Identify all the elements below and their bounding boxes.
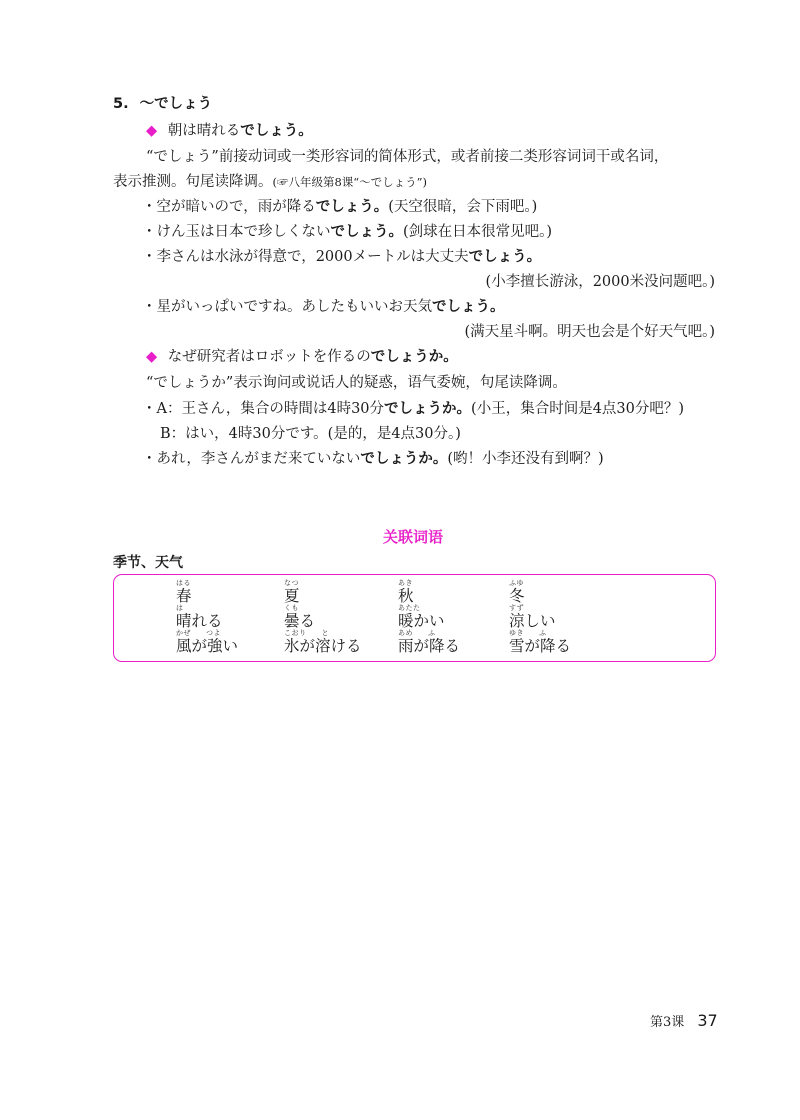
section-heading: [113, 94, 212, 114]
diamond-icon: ◆: [146, 349, 158, 365]
vocab-word: あき 秋: [398, 579, 414, 605]
page-footer: [650, 1011, 718, 1030]
example-sentence: ・李さんは水泳が得意で，2000メートルは大丈夫でしょう。: [142, 249, 542, 265]
section-number: 5.: [113, 96, 129, 112]
example-translation: (满天星斗啊。明天也会是个好天气吧。): [464, 324, 715, 340]
vocab-word: ゆき ふ 雪が降る: [509, 629, 572, 655]
vocab-box: [113, 574, 716, 662]
example-sentence: ・空が暗いので，雨が降るでしょう。(天空很暗，会下雨吧。): [142, 199, 538, 215]
vocab-word: すず 涼しい: [509, 604, 556, 630]
example-text: 朝は晴れる: [167, 123, 241, 139]
vocab-word: ふゆ 冬: [509, 579, 525, 605]
vocab-word: あめ ふ 雨が降る: [398, 629, 461, 655]
vocab-word: こおり と 氷が溶ける: [284, 629, 362, 655]
example-sentence: ・けん玉は日本で珍しくないでしょう。(剑球在日本很常见吧。): [142, 224, 553, 240]
example-line: ◆ なぜ研究者はロボットを作るのでしょうか。: [146, 349, 458, 365]
example-translation: (小李擅长游泳，2000米没问题吧。): [485, 274, 715, 290]
reference-note: (☞八年级第8课“～でしょう”): [272, 175, 428, 189]
section-title: ～でしょう: [139, 96, 213, 112]
vocab-word: なつ 夏: [284, 579, 300, 605]
description-text: 表示推测。句尾读降调。: [113, 174, 273, 190]
vocab-word: は 晴れる: [176, 604, 223, 630]
vocab-word: かぜ つよ 風が強い: [176, 629, 239, 655]
example-sentence: ・あれ，李さんがまだ来ていないでしょうか。(哟！小李还没有到啊？): [142, 451, 604, 467]
diamond-icon: ◆: [146, 123, 158, 139]
related-subheading: 季节、天气: [113, 555, 183, 571]
example-sentence: ・A：王さん，集合の時間は4時30分でしょうか。(小王，集合时间是4点30分吧？): [142, 401, 685, 417]
lesson-label: 第3课: [650, 1015, 685, 1030]
page-number: 37: [697, 1011, 718, 1030]
example-line: [146, 121, 313, 141]
related-heading: 关联词语: [383, 528, 444, 546]
description-line: [113, 172, 427, 192]
vocab-word: くも 曇る: [284, 604, 316, 630]
vocab-word: はる 春: [176, 579, 192, 605]
example-sentence: B：はい，4時30分です。(是的，是4点30分。): [160, 426, 461, 442]
description-line: “でしょうか”表示询问或说话人的疑惑，语气委婉，句尾读降调。: [146, 375, 567, 391]
description-line: “でしょう”前接动词或一类形容词的简体形式，或者前接二类形容词词干或名词，: [146, 149, 669, 165]
example-sentence: ・星がいっぱいですね。あしたもいいお天気でしょう。: [142, 299, 505, 315]
vocab-word: あたた 暖かい: [398, 604, 445, 630]
example-bold: でしょう。: [240, 123, 313, 139]
